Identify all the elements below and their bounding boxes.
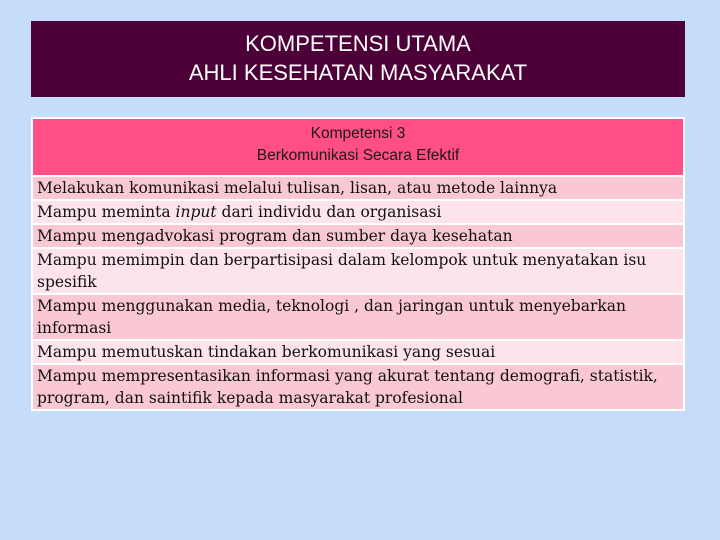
table-row — [32, 200, 684, 224]
cell-text-pre: Mampu meminta — [37, 203, 176, 221]
table-cell: Mampu mengadvokasi program dan sumber daya kesehatan — [32, 224, 684, 248]
table-row — [32, 294, 684, 340]
table-row — [32, 364, 684, 410]
table-cell: Mampu menggunakan media, teknologi , dan jaringan untuk menyebarkan informasi — [32, 294, 684, 340]
competency-table — [31, 117, 685, 411]
slide-title — [31, 21, 685, 97]
header-line-2: Berkomunikasi Secara Efektif — [256, 147, 460, 164]
table-row — [32, 340, 684, 364]
cell-text-italic: input — [175, 203, 217, 221]
table-header-row — [32, 118, 684, 176]
table-cell — [32, 200, 684, 224]
title-line-2: AHLI KESEHATAN MASYARAKAT — [188, 60, 528, 85]
table-row — [32, 248, 684, 294]
header-line-1: Kompetensi 3 — [310, 125, 406, 142]
table-row — [32, 176, 684, 200]
table-header — [32, 118, 684, 176]
title-line-1: KOMPETENSI UTAMA — [245, 31, 471, 56]
table-cell: Mampu mempresentasikan informasi yang akurat tentang demografi, statistik, program, dan saintifik kepada masyarakat profesional — [32, 364, 684, 410]
table-cell: Mampu memimpin dan berpartisipasi dalam kelompok untuk menyatakan isu spesifik — [32, 248, 684, 294]
table-cell: Melakukan komunikasi melalui tulisan, lisan, atau metode lainnya — [32, 176, 684, 200]
table-row — [32, 224, 684, 248]
table-cell: Mampu memutuskan tindakan berkomunikasi yang sesuai — [32, 340, 684, 364]
cell-text-post: dari individu dan organisasi — [216, 203, 442, 221]
